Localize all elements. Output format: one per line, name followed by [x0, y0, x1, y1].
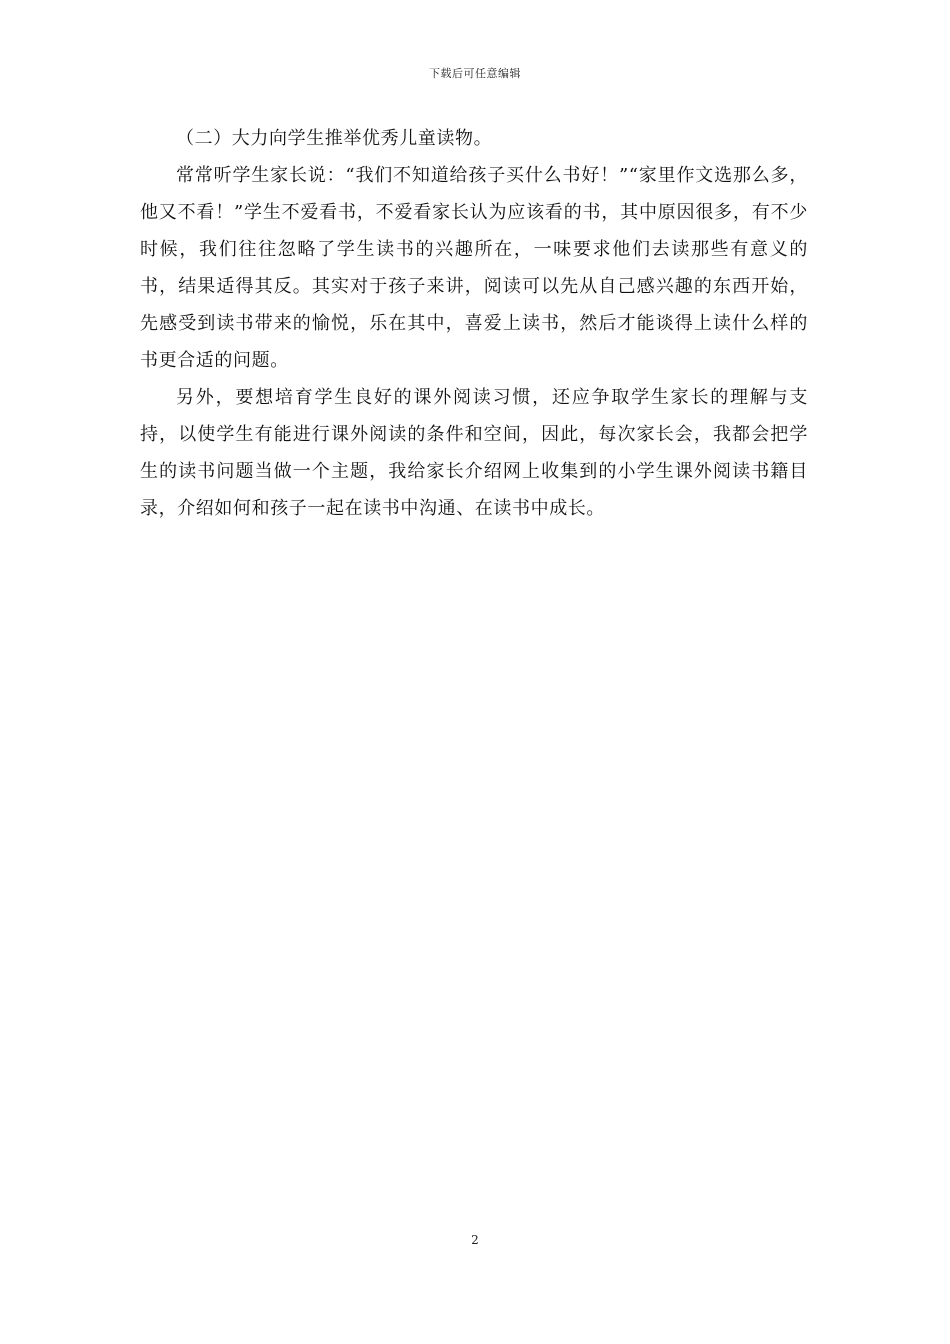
page-header: 下载后可任意编辑 [429, 67, 521, 80]
section-heading: （二）大力向学生推举优秀儿童读物。 [176, 128, 493, 149]
body-text [140, 120, 808, 527]
page-number: 2 [471, 1233, 479, 1247]
paragraph-1: 常常听学生家长说：“我们不知道给孩子买什么书好！”“家里作文选那么多，他又不看！”学生不爱看书，不爱看家长认为应该看的书，其中原因很多，有不少时候，我们往往忽略了学生读书的兴趣所在，一味要求他们去读那些有意义的书，结果适得其反。其实对于孩子来讲，阅读可以先从自己感兴趣的东西开始，先感受到读书带来的愉悦，乐在其中，喜爱上读书，然后才能谈得上读什么样的书更合适的问题。 [140, 165, 808, 371]
paragraph-2: 另外，要想培育学生良好的课外阅读习惯，还应争取学生家长的理解与支持，以使学生有能进行课外阅读的条件和空间，因此，每次家长会，我都会把学生的读书问题当做一个主题，我给家长介绍网上收集到的小学生课外阅读书籍目录，介绍如何和孩子一起在读书中沟通、在读书中成长。 [140, 387, 808, 519]
